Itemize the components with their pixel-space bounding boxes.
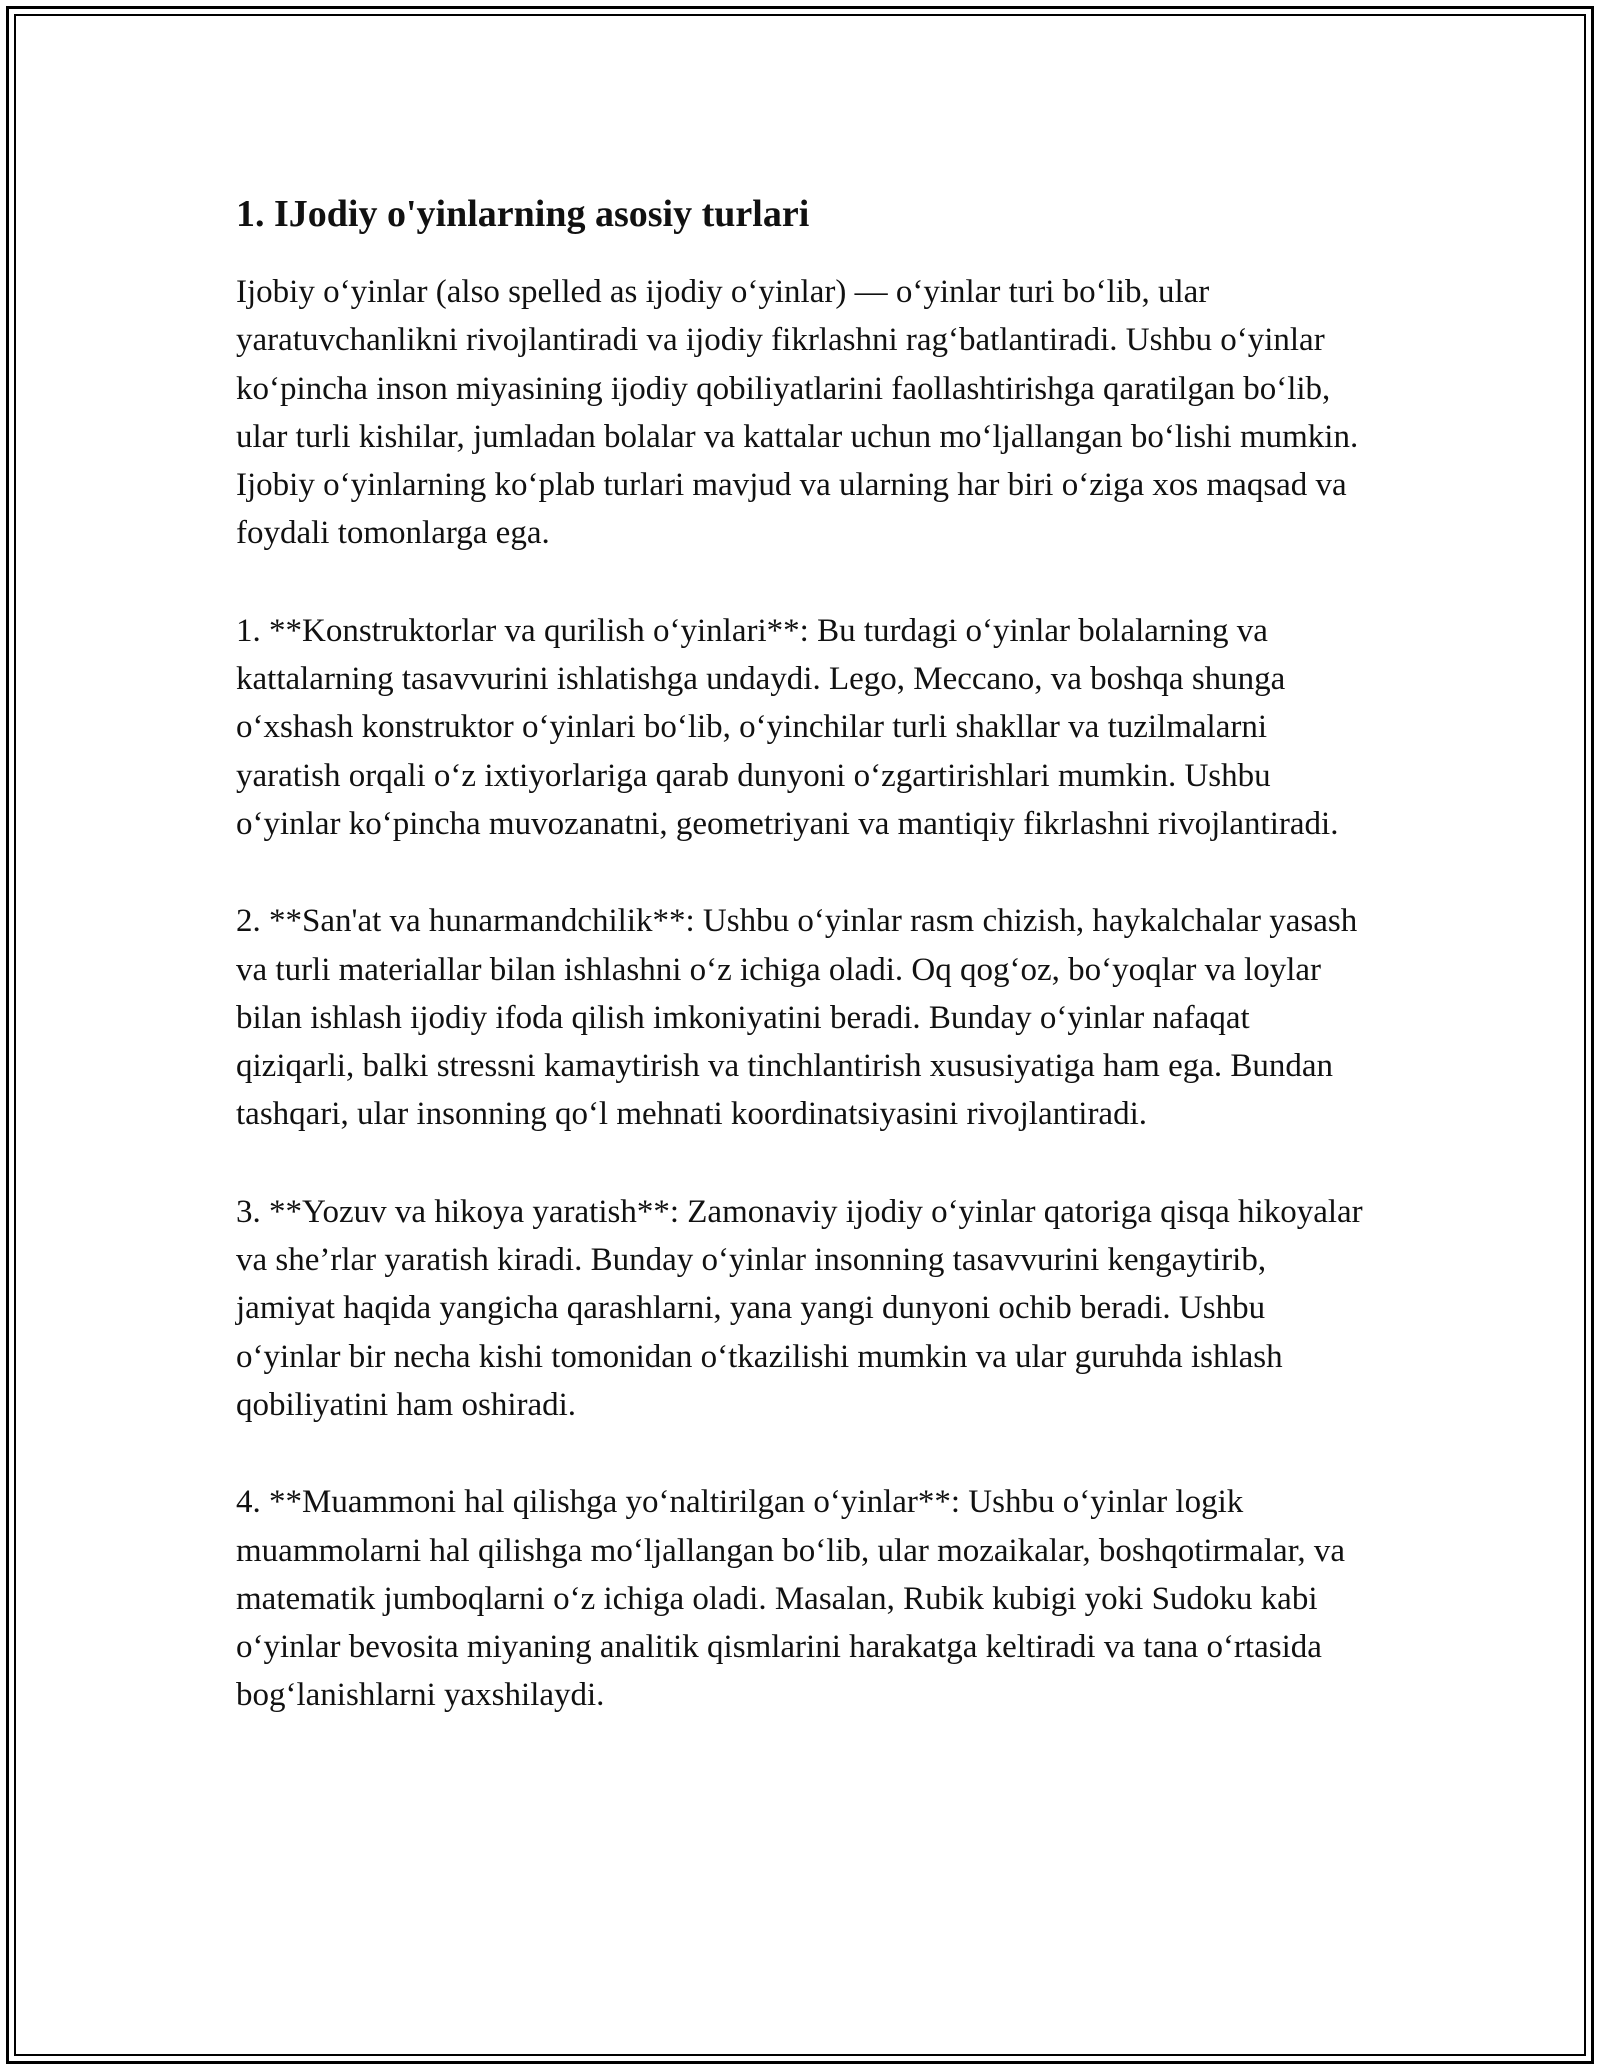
paragraph-intro: Ijobiy o‘yinlar (also spelled as ijodiy o‘yinlar) — o‘yinlar turi bo‘lib, ular yaratuvchanlikni rivojlantiradi va ijodiy fikrlashni rag‘batlantiradi. Ushbu o‘yinlar ko‘pincha inson miyasining ijodiy qobiliyatlarini faollashtirishga qaratilgan bo‘lib, ular turli kishilar, jumladan bolalar va kattalar uchun mo‘ljallangan bo‘lishi mumkin. Ijobiy o‘yinlarning ko‘plab turlari mavjud va ularning har biri o‘ziga xos maqsad va foydali tomonlarga ega.: [236, 274, 1359, 552]
document-body: [236, 186, 1366, 1720]
paragraph-item-2: 2. **San'at va hunarmandchilik**: Ushbu o‘yinlar rasm chizish, haykalchalar yasash va turli materiallar bilan ishlashni o‘z ichiga oladi. Oq qog‘oz, bo‘yoqlar va loylar bilan ishlash ijodiy ifoda qilish imkoniyatini beradi. Bunday o‘yinlar nafaqat qiziqarli, balki stressni kamaytirish va tinchlantirish xususiyatiga ham ega. Bundan tashqari, ular insonning qo‘l mehnati koordinatsiyasini rivojlantiradi.: [236, 903, 1358, 1133]
paragraph-item-3: 3. **Yozuv va hikoya yaratish**: Zamonaviy ijodiy o‘yinlar qatoriga qisqa hikoyalar va she’rlar yaratish kiradi. Bunday o‘yinlar insonning tasavvurini kengaytirib, jamiyat haqida yangicha qarashlarni, yana yangi dunyoni ochib beradi. Ushbu o‘yinlar bir necha kishi tomonidan o‘tkazilishi mumkin va ular guruhda ishlash qobiliyatini ham oshiradi.: [236, 1193, 1363, 1423]
document-title: 1. IJodiy o'yinlarning asosiy turlari: [236, 193, 810, 235]
paragraph-item-1: 1. **Konstruktorlar va qurilish o‘yinlari**: Bu turdagi o‘yinlar bolalarning va kattalarning tasavvurini ishlatishga undaydi. Lego, Meccano, va boshqa shunga o‘xshash konstruktor o‘yinlari bo‘lib, o‘yinchilar turli shakllar va tuzilmalarni yaratish orqali o‘z ixtiyorlariga qarab dunyoni o‘zgartirishlari mumkin. Ushbu o‘yinlar ko‘pincha muvozanatni, geometriyani va mantiqiy fikrlashni rivojlantiradi.: [236, 612, 1339, 842]
paragraph-item-4: 4. **Muammoni hal qilishga yo‘naltirilgan o‘yinlar**: Ushbu o‘yinlar logik muammolarni hal qilishga mo‘ljallangan bo‘lib, ular mozaikalar, boshqotirmalar, va matematik jumboqlarni o‘z ichiga oladi. Masalan, Rubik kubigi yoki Sudoku kabi o‘yinlar bevosita miyaning analitik qismlarini harakatga keltiradi va tana o‘rtasida bog‘lanishlarni yaxshilaydi.: [236, 1484, 1345, 1714]
